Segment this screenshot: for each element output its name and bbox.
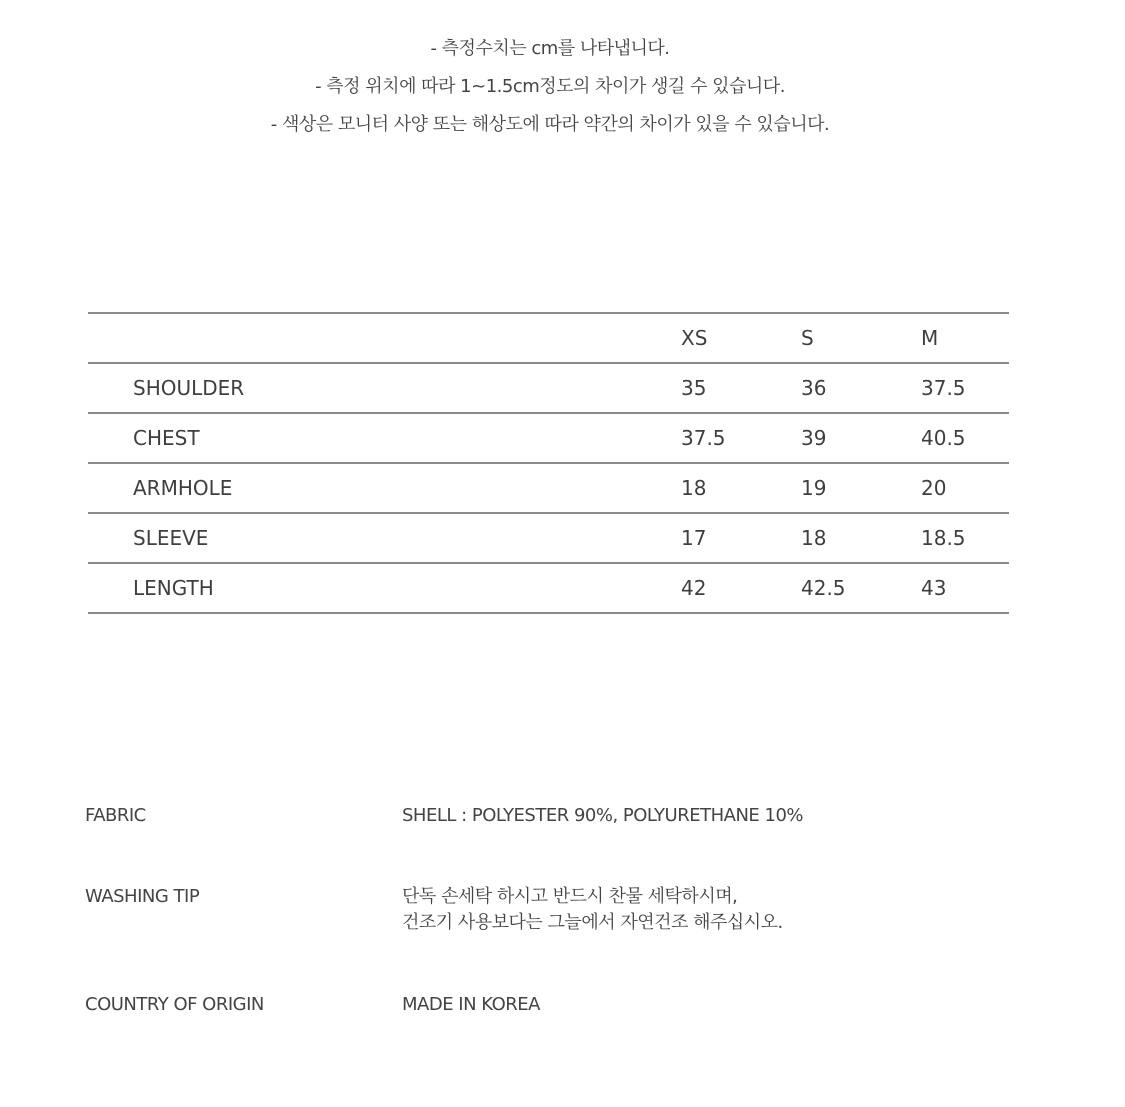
cell-m: 40.5 [921,413,1009,463]
washing-tip-value [402,884,783,936]
cell-m: 37.5 [921,363,1009,413]
washing-tip-line: 건조기 사용보다는 그늘에서 자연건조 해주십시오. [402,912,783,933]
cell-xs: 17 [681,513,801,563]
header-m: M [921,313,1009,363]
row-label: ARMHOLE [88,463,681,513]
note-line: - 측정수치는 cm를 나타냅니다. [430,38,670,59]
origin-label: COUNTRY OF ORIGIN [85,994,264,1015]
table-row [88,413,1009,463]
note-line: - 측정 위치에 따라 1~1.5cm정도의 차이가 생길 수 있습니다. [315,76,785,97]
cell-s: 42.5 [801,563,921,613]
cell-xs: 18 [681,463,801,513]
washing-tip-label: WASHING TIP [85,886,200,907]
row-label: SHOULDER [88,363,681,413]
fabric-label: FABRIC [85,805,146,826]
cell-s: 18 [801,513,921,563]
cell-xs: 42 [681,563,801,613]
row-label: LENGTH [88,563,681,613]
cell-m: 20 [921,463,1009,513]
row-label: SLEEVE [88,513,681,563]
cell-xs: 35 [681,363,801,413]
header-xs: XS [681,313,801,363]
size-table [88,312,1009,614]
cell-s: 19 [801,463,921,513]
cell-xs: 37.5 [681,413,801,463]
washing-tip-line: 단독 손세탁 하시고 반드시 찬물 세탁하시며, [402,886,738,907]
cell-s: 36 [801,363,921,413]
cell-s: 39 [801,413,921,463]
table-row [88,363,1009,413]
header-blank [88,313,681,363]
measurement-notes [0,30,1100,144]
table-row [88,513,1009,563]
origin-value: MADE IN KOREA [402,994,540,1015]
row-label: CHEST [88,413,681,463]
table-header-row [88,313,1009,363]
table-row [88,563,1009,613]
header-s: S [801,313,921,363]
cell-m: 18.5 [921,513,1009,563]
cell-m: 43 [921,563,1009,613]
fabric-value: SHELL : POLYESTER 90%, POLYURETHANE 10% [402,805,804,826]
table-row [88,463,1009,513]
note-line: - 색상은 모니터 사양 또는 해상도에 따라 약간의 차이가 있을 수 있습니다. [270,114,830,135]
